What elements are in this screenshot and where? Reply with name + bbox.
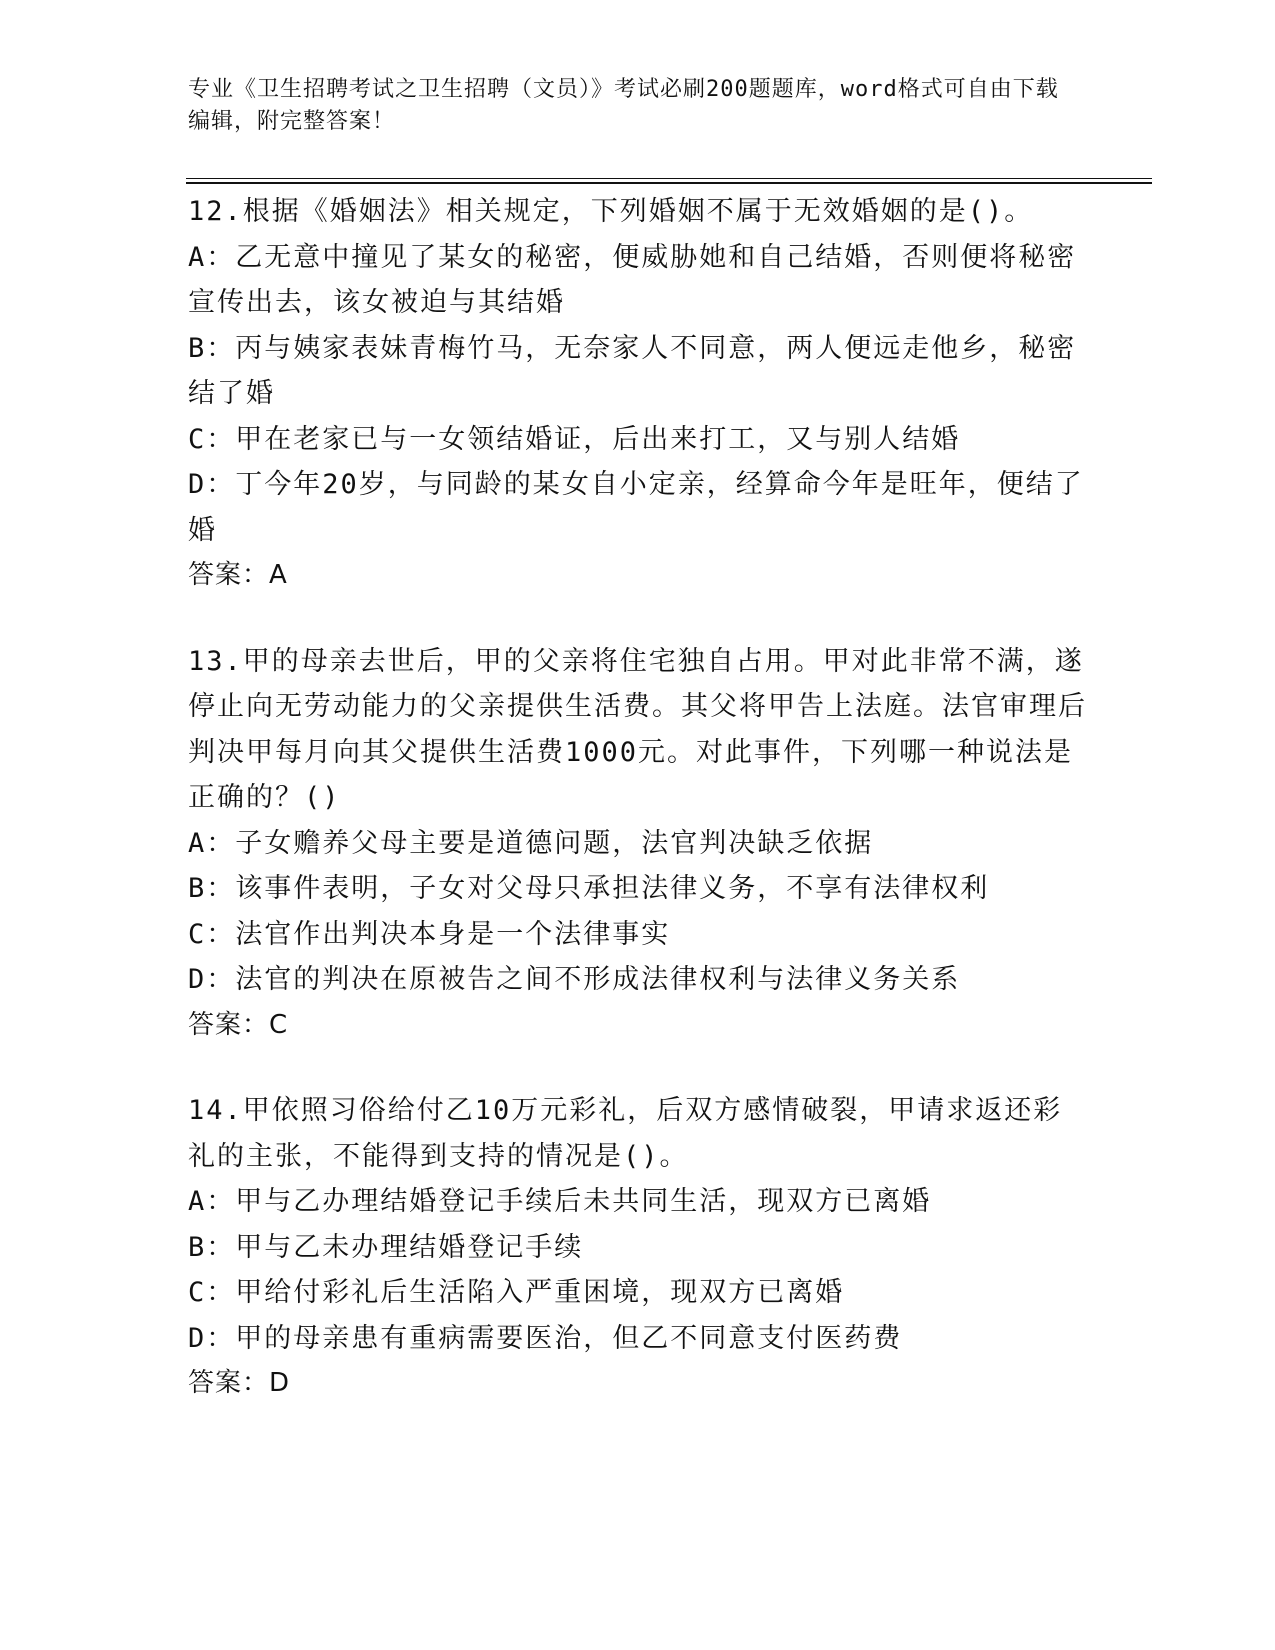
option-b: B：甲与乙未办理结婚登记手续 [188,1231,584,1263]
answer-label: 答案：D [188,1368,291,1398]
question-stem: 12.根据《婚姻法》相关规定，下列婚姻不属于无效婚姻的是()。 [188,196,1034,227]
option-d: D：法官的判决在原被告之间不形成法律权利与法律义务关系 [188,964,961,995]
option-b: B：该事件表明，子女对父母只承担法律义务，不享有法律权利 [188,873,990,904]
option-a: A：甲与乙办理结婚登记手续后未共同生活，现双方已离婚 [188,1186,932,1217]
option-b: B：丙与姨家表妹青梅竹马，无奈家人不同意，两人便远走他乡，秘密结了婚 [188,332,1077,409]
question-stem: 14.甲依照习俗给付乙10万元彩礼，后双方感情破裂，甲请求返还彩礼的主张，不能得到支持的情况是()。 [188,1095,1063,1172]
answer-label: 答案：A [188,560,288,590]
option-a: A：乙无意中撞见了某女的秘密，便威胁她和自己结婚，否则便将秘密宣传出去，该女被迫与其结婚 [188,241,1077,318]
answer-label: 答案：C [188,1009,289,1040]
option-d: D：甲的母亲患有重病需要医治，但乙不同意支付医药费 [188,1322,903,1354]
option-c: C：法官作出判决本身是一个法律事实 [188,918,671,950]
question-13 [188,639,1088,1049]
option-c: C：甲在老家已与一女领结婚证，后出来打工，又与别人结婚 [188,423,961,455]
question-list [188,189,1088,1447]
header-divider-thin [186,178,1152,179]
question-12 [188,189,1088,599]
question-stem: 13.甲的母亲去世后，甲的父亲将住宅独自占用。甲对此非常不满，遂停止向无劳动能力的父亲提供生活费。其父将甲告上法庭。法官审理后判决甲每月向其父提供生活费1000元。对此事件，下列哪一种说法是正确的？() [188,645,1087,813]
option-a: A：子女赡养父母主要是道德问题，法官判决缺乏依据 [188,827,874,859]
document-header: 专业《卫生招聘考试之卫生招聘（文员）》考试必刷200题题库，word格式可自由下载编辑，附完整答案！ [188,77,1059,134]
option-c: C：甲给付彩礼后生活陷入严重困境，现双方已离婚 [188,1277,845,1308]
question-14 [188,1088,1088,1407]
option-d: D：丁今年20岁，与同龄的某女自小定亲，经算命今年是旺年，便结了婚 [188,469,1084,546]
header-divider-thick [186,182,1152,184]
